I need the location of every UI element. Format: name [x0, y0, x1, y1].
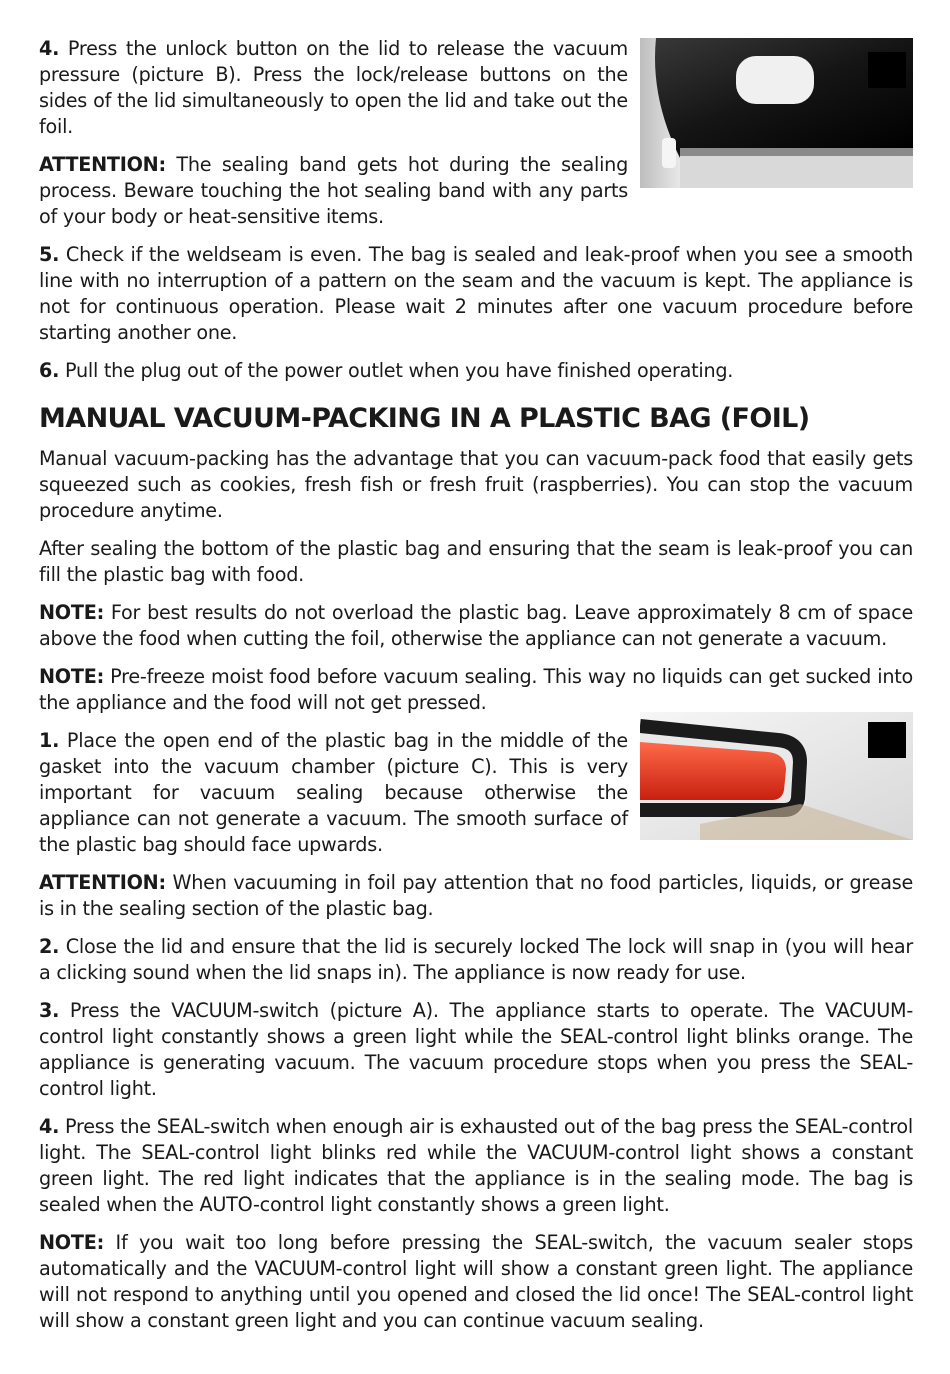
step-number: 1.: [39, 729, 60, 752]
note-text: If you wait too long before pressing the SEAL-switch, the vacuum sealer stops automatically and the VACUUM-control light will show a constant green light. The appliance will not respond to anything until you opened and closed the lid once! The SEAL-control light will show a constant green light and you can continue vacuum sealing.: [39, 1231, 913, 1332]
manual-step-4-paragraph: [39, 1114, 913, 1218]
step-number: 4.: [39, 1115, 60, 1138]
manual-page: [39, 36, 913, 1346]
manual-step-3-paragraph: [39, 998, 913, 1102]
step-text: Place the open end of the plastic bag in the middle of the gasket into the vacuum chamber (picture C). This is very important for vacuum sealing because otherwise the appliance can not generate a vacuum. The smooth surface of the plastic bag should face upwards.: [39, 729, 628, 856]
note-text: For best results do not overload the plastic bag. Leave approximately 8 cm of space above the food when cutting the foil, otherwise the appliance can not generate a vacuum.: [39, 601, 913, 650]
step-4-paragraph: [39, 36, 628, 140]
step-text: Press the unlock button on the lid to release the vacuum pressure (picture B). Press the lock/release buttons on the sides of the lid simultaneously to open the lid and take out the foil.: [39, 37, 628, 138]
attention-text: When vacuuming in foil pay attention that no food particles, liquids, or grease is in the sealing section of the plastic bag.: [39, 871, 913, 920]
manual-step-1-paragraph: [39, 728, 628, 858]
picture-c-image: [640, 712, 913, 840]
note-paragraph-2: [39, 664, 913, 716]
step-number: 2.: [39, 935, 60, 958]
step-number: 6.: [39, 359, 60, 382]
step-text: Close the lid and ensure that the lid is securely locked The lock will snap in (you will hear a clicking sound when the lid snaps in). The appliance is now ready for use.: [39, 935, 913, 984]
note-label: NOTE:: [39, 1231, 104, 1254]
vacuum-chamber-gasket-photo-icon: [640, 712, 913, 840]
step-text: Check if the weldseam is even. The bag is sealed and leak-proof when you see a smooth line with no interruption of a pattern on the seam and the vacuum is kept. The appliance is not for continuous operation. Please wait 2 minutes after one vacuum procedure before starting another one.: [39, 243, 913, 344]
step-5-paragraph: [39, 242, 913, 346]
attention-text: The sealing band gets hot during the sealing process. Beware touching the hot sealing band with any parts of your body or heat-sensitive items.: [39, 153, 628, 228]
step-number: 4.: [39, 37, 60, 60]
note-label: NOTE:: [39, 601, 104, 624]
manual-step-2-paragraph: [39, 934, 913, 986]
attention-paragraph-2: [39, 870, 913, 922]
vacuum-sealer-lid-photo-icon: [640, 38, 913, 188]
picture-b-image: [640, 38, 913, 188]
attention-paragraph: [39, 152, 628, 230]
note-paragraph-1: [39, 600, 913, 652]
step-number: 5.: [39, 243, 60, 266]
step-number: 3.: [39, 999, 60, 1022]
note-paragraph-3: [39, 1230, 913, 1334]
intro-paragraph-1: Manual vacuum-packing has the advantage that you can vacuum-pack food that easily gets squeezed such as cookies, fresh fish or fresh fruit (raspberries). You can stop the vacuum procedure anytime.: [39, 447, 913, 522]
manual-step-1-row: [39, 728, 913, 858]
step-text: Press the SEAL-switch when enough air is exhausted out of the bag press the SEAL-control light. The SEAL-control light blinks red while the VACUUM-control light shows a constant green light. The red light indicates that the appliance is in the sealing mode. The bag is sealed when the AUTO-control light constantly shows a green light.: [39, 1115, 913, 1216]
intro-paragraph-2: After sealing the bottom of the plastic bag and ensuring that the seam is leak-proof you can fill the plastic bag with food.: [39, 537, 913, 586]
attention-label: ATTENTION:: [39, 871, 166, 894]
attention-label: ATTENTION:: [39, 153, 166, 176]
step-4-text-column: [39, 36, 628, 230]
step-6-paragraph: [39, 358, 913, 384]
note-text: Pre-freeze moist food before vacuum sealing. This way no liquids can get sucked into the appliance and the food will not get pressed.: [39, 665, 913, 714]
step-4-row: [39, 36, 913, 230]
step-text: Pull the plug out of the power outlet when you have finished operating.: [59, 359, 734, 382]
section-heading: MANUAL VACUUM-PACKING IN A PLASTIC BAG (FOIL): [39, 403, 810, 434]
step-text: Press the VACUUM-switch (picture A). The appliance starts to operate. The VACUUM-control light constantly shows a green light while the SEAL-control light blinks orange. The appliance is generating vacuum. The vacuum procedure stops when you press the SEAL-control light.: [39, 999, 913, 1100]
note-label: NOTE:: [39, 665, 104, 688]
